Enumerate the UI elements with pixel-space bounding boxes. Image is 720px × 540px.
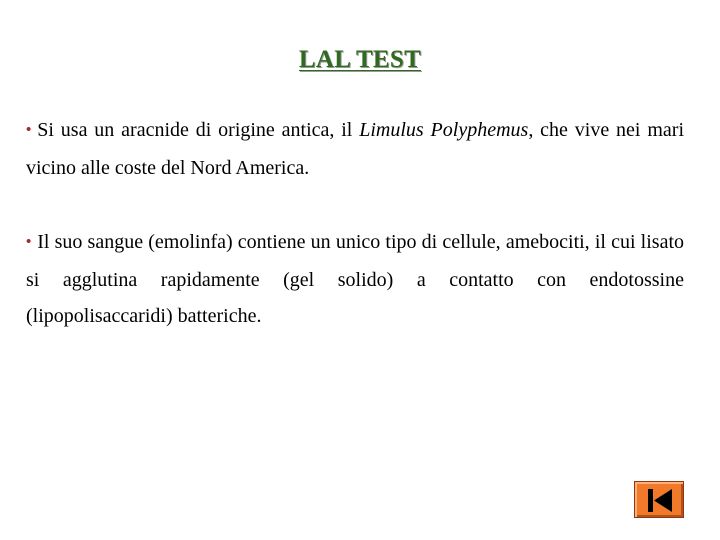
first-slide-button[interactable] — [634, 481, 684, 518]
paragraph-1-text-after: , che vive nei mari vicino alle coste del Nord America. — [26, 119, 684, 179]
slide-body — [26, 112, 684, 334]
slide-title: LAL TEST — [298, 46, 422, 73]
bullet-paragraph-1 — [26, 112, 684, 186]
bullet-paragraph-2 — [26, 224, 684, 334]
bullet-icon: • — [26, 233, 32, 250]
paragraph-1-text-before: Si usa un aracnide di origine antica, il — [37, 119, 360, 141]
paragraph-2-text: Il suo sangue (emolinfa) contiene un unico tipo di cellule, amebociti, il cui lisato si agglutina rapidamente (gel solido) a contatto con endotossine (lipopolisaccaridi) batteriche. — [26, 231, 684, 327]
paragraph-1-emphasis: Limulus Polyphemus — [359, 119, 529, 141]
skip-to-start-icon — [635, 482, 685, 519]
bullet-icon: • — [26, 121, 32, 138]
